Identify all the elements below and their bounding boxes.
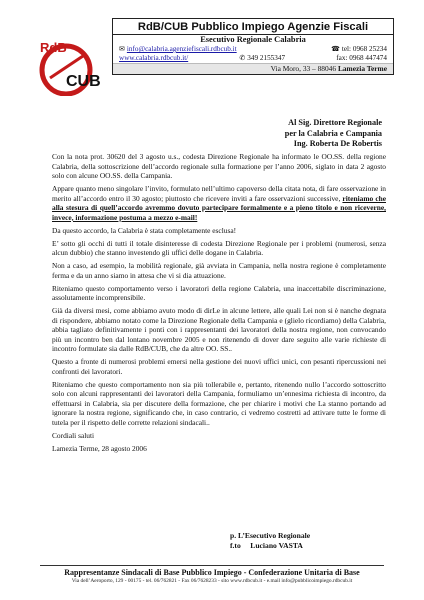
signature-fto: f.to <box>230 541 241 550</box>
website-link[interactable]: www.calabria.rdbcub.it/ <box>119 54 189 62</box>
address-street: Via Moro, 33 – 88046 <box>270 64 337 73</box>
addressee-line2: per la Calabria e Campania <box>284 128 382 138</box>
footer-contacts: Via dell’Aeroporto, 129 - 00175 - tel. 06/762821 - Fax 06/7628233 - sito www.rdbcub.it - e.mail info@pubblicoimpiego.rdbcub.it <box>71 578 353 584</box>
logo-cub-text: CUB <box>66 73 101 90</box>
date-line: Lamezia Terme, 28 agosto 2006 <box>52 443 147 453</box>
letterhead-subtitle: Esecutivo Regionale Calabria <box>200 35 306 44</box>
envelope-icon: ✉ <box>119 45 125 53</box>
page-footer <box>40 565 384 585</box>
paragraph-9: Riteniamo che questo comportamento non sia più tollerabile e, pertanto, ritenendo nullo l’accordo sottoscritto solo con alcuni rappresentanti dei lavoratori della Campania, formuliamo un’ennesima richiesta di incontro, da effettuarsi in Calabria, sia per discutere della formazione, che per chiarire i motivi che La stanno portando ad ignorare la nostra regione, significando che, in caso contrario, ci vedremo costretti ad attivare tutte le forme di tutela per il rispetto delle corrette relazioni sindacali.. <box>52 379 386 427</box>
paragraph-6: Riteniamo questo comportamento verso i lavoratori della regione Calabria, una inaccettabile discriminazione, assolutamente incomprensibile. <box>52 283 386 302</box>
signature-role: p. L’Esecutivo Regionale <box>230 531 311 540</box>
letterhead <box>112 18 394 75</box>
phone-icon: ☎ <box>331 45 340 53</box>
addressee-line1: Al Sig. Direttore Regionale <box>288 118 382 127</box>
paragraph-2-emphasis: riteniamo che alla stesura di quell’accordo avremmo dovuto partecipare formalmente e a pieno titolo e non riceverne, invece, informazione postuma a mezzo e-mail! <box>52 193 386 222</box>
address-city: Lamezia Terme <box>337 64 387 73</box>
letterhead-title: RdB/CUB Pubblico Impiego Agenzie Fiscali <box>113 19 393 35</box>
paragraph-1: Con la nota prot. 30620 del 3 agosto u.s., codesta Direzione Regionale ha informato le OO.SS. della regione Calabria, della sottoscrizione dell’accordo regionale sulla formazione per l’anno 2006, siglato in data 2 agosto solo con alcune OO.SS. della Campania. <box>52 152 386 180</box>
paragraph-2 <box>52 184 386 222</box>
footer-title: Rappresentanze Sindacali di Base Pubblico Impiego - Confederazione Unitaria di Base <box>64 568 360 577</box>
paragraph-4: E’ sotto gli occhi di tutti il totale disinteresse di codesta Direzione Regionale per i problemi (numerosi, senza alcun dubbio) che stanno investendo gli uffici delle dogane in Calabria. <box>52 238 386 257</box>
logo-rdb-text: RdB <box>40 40 67 55</box>
tel-number: tel: 0968 25234 <box>341 45 387 53</box>
closing: Cordiali saluti <box>52 430 95 440</box>
paragraph-5: Non a caso, ad esempio, la mobilità regionale, già avviata in Campania, nella nostra regione è completamente ferma e da un anno siamo in attesa che vi si dia attuazione. <box>52 261 386 280</box>
paragraph-3: Da questo accordo, la Calabria è stata completamente esclusa! <box>52 225 237 235</box>
letter-body <box>52 152 386 457</box>
rdb-cub-logo <box>36 40 104 96</box>
signature-name: Luciano VASTA <box>250 541 303 550</box>
addressee-line3: Ing. Roberta De Robertis <box>293 139 382 148</box>
mobile-number: 349 2155347 <box>247 54 286 62</box>
fax-number: fax: 0968 447474 <box>336 54 387 62</box>
letterhead-address <box>113 63 393 74</box>
addressee-block <box>285 118 382 150</box>
paragraph-2-text: Appare quanto meno singolare l’invito, formulato nell’ultimo capoverso della citata nota, di fare osservazione in merito all’accordo entro il 30 agosto; piuttosto che ricevere inviti a fare osservazioni successive, <box>52 184 386 203</box>
mobile-icon: ✆ <box>239 54 246 62</box>
signature-block <box>230 531 310 551</box>
paragraph-8: Questo a fronte di numerosi problemi emersi nella gestione dei nuovi uffici unici, con pesanti ripercussioni nei confronti dei lavoratori. <box>52 357 386 376</box>
signature-name-row <box>230 541 310 551</box>
email-link[interactable]: info@calabria.agenziefiscali.rdbcub.it <box>126 45 237 53</box>
paragraph-7: Già da diversi mesi, come abbiamo avuto modo di dirLe in alcune lettere, alle quali Lei non si è nanche degnata di rispondere, abbiamo notato come la Direzione Regionale della Campania e (glielo ricordiamo) della Calabria, abbia tagliato definitivamente i ponti con i rappresentanti dei lavoratori della nostra regione, non convocando più un incontro ben dal lontano novembre 2005 e non ritenendo di dover dare seguito alle varie richieste di incontro formulate sia dalle RdB/CUB, che da altre OO. SS.. <box>52 306 386 353</box>
